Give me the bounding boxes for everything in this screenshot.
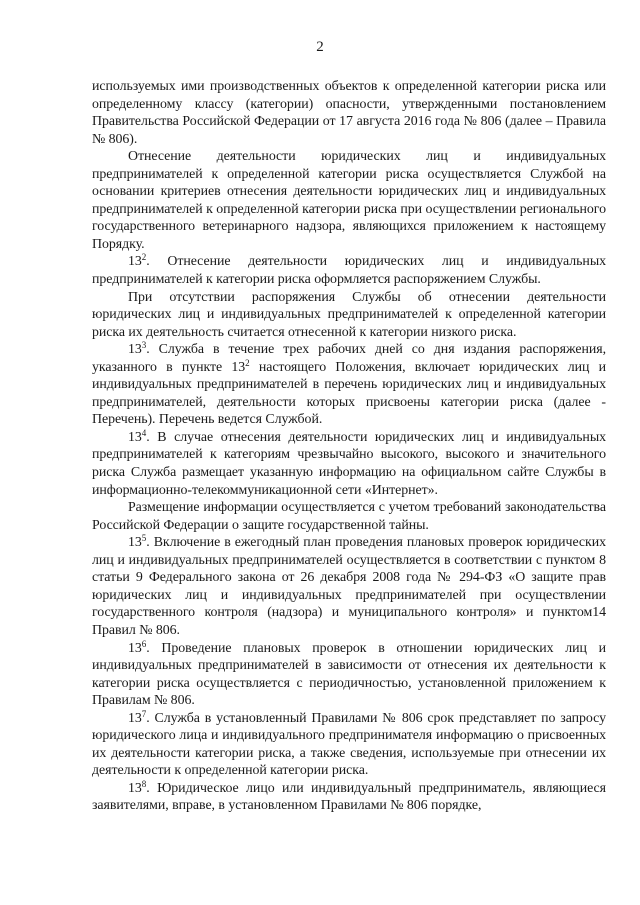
paragraph-text: 13: [128, 535, 142, 551]
paragraph: [92, 640, 606, 710]
paragraph: [92, 780, 606, 815]
paragraph-text: . Служба в течение трех рабочих дней со дня издания распоряжения, указанного в пункте 13: [92, 342, 606, 375]
superscript-index: 8: [141, 778, 147, 789]
paragraph-text: . Служба в установленный Правилами № 806 срок представляет по запросу юридического лица и индивидуального предпринимателя информацию о присвоенных их деятельности категории риска, а также сведения, используемые при отнесении их деятельности к определенной категории риска.: [92, 710, 606, 779]
superscript-index: 5: [141, 533, 147, 544]
paragraph-text: . Юридическое лицо или индивидуальный предприниматель, являющиеся заявителями, вправе, в установленном Правилами № 806 порядке,: [92, 780, 606, 814]
paragraph-text: 13: [128, 429, 142, 445]
paragraph-text: используемых ими производственных объектов к определенной категории риска или определенному классу (категории) опасности, утвержденными постановлением Правительства Российской Федерации от 17 августа 2016 года № 806 (далее – Правила № 806).: [92, 79, 606, 147]
page-number: 2: [316, 39, 324, 55]
paragraph-text: Размещение информации осуществляется с учетом требований законодательства Российской Федерации о защите государственной тайны.: [92, 500, 606, 533]
paragraph: [92, 78, 606, 148]
superscript-index: 4: [141, 427, 147, 438]
paragraph: [92, 534, 606, 639]
paragraph-text: При отсутствии распоряжения Службы об отнесении деятельности юридических лиц и индивидуальных предпринимателей к определенной категории риска их деятельность считается отнесенной к категории низкого риска.: [92, 289, 606, 340]
paragraph: [92, 253, 606, 288]
paragraph-text: 13: [128, 254, 142, 270]
paragraph-text: 13: [128, 710, 142, 726]
superscript-index: 7: [141, 708, 147, 719]
superscript-index: 2: [141, 252, 147, 263]
paragraph-text: . Отнесение деятельности юридических лиц и индивидуальных предпринимателей к категории риска оформляется распоряжением Службы.: [92, 254, 606, 288]
paragraph-text: . Включение в ежегодный план проведения плановых проверок юридических лиц и индивидуальных предпринимателей осуществляется в соответствии с пунктом 8 статьи 9 Федерального закона от 26 декабря 2008 года № 294-ФЗ «О защите прав юридических лиц и индивидуальных предпринимателей при осуществлении государственного контроля (надзора) и муниципального контроля» и пунктом14 Правил № 806.: [92, 535, 606, 638]
paragraph: [92, 499, 606, 534]
paragraph-text: . Проведение плановых проверок в отношении юридических лиц и индивидуальных предпринимателей в зависимости от отнесения их деятельности к категории риска осуществляется с периодичностью, установленной приложением к Правилам № 806.: [92, 640, 606, 709]
paragraph: [92, 148, 606, 253]
superscript-index: 3: [141, 340, 147, 351]
document-body: [92, 78, 606, 815]
paragraph-text: 13: [128, 640, 142, 656]
paragraph: [92, 710, 606, 780]
paragraph-text: 13: [128, 342, 142, 358]
paragraph: [92, 289, 606, 342]
superscript-index: 2: [245, 357, 250, 368]
paragraph: [92, 341, 606, 429]
paragraph: [92, 429, 606, 499]
paragraph-text: настоящего Положения, включает юридических лиц и индивидуальных предпринимателей в перечень юридических лиц и индивидуальных предпринимателей, деятельности которых присвоены категории риска (далее - Перечень). Перечень ведется Службой.: [92, 359, 606, 428]
paragraph-text: . В случае отнесения деятельности юридических лиц и индивидуальных предпринимателей к категориям чрезвычайно высокого, высокого и значительного риска Служба размещает указанную информацию на официальном сайте Службы в информационно-телекоммуникационной сети «Интернет».: [92, 429, 606, 498]
paragraph-text: Отнесение деятельности юридических лиц и индивидуальных предпринимателей к определенной категории риска осуществляется Службой на основании критериев отнесения деятельности юридических лиц и индивидуальных предпринимателей к определенной категории риска при осуществлении регионального государственного ветеринарного надзора, являющихся приложением к настоящему Порядку.: [92, 149, 606, 252]
paragraph-text: 13: [128, 780, 142, 796]
superscript-index: 6: [141, 638, 147, 649]
